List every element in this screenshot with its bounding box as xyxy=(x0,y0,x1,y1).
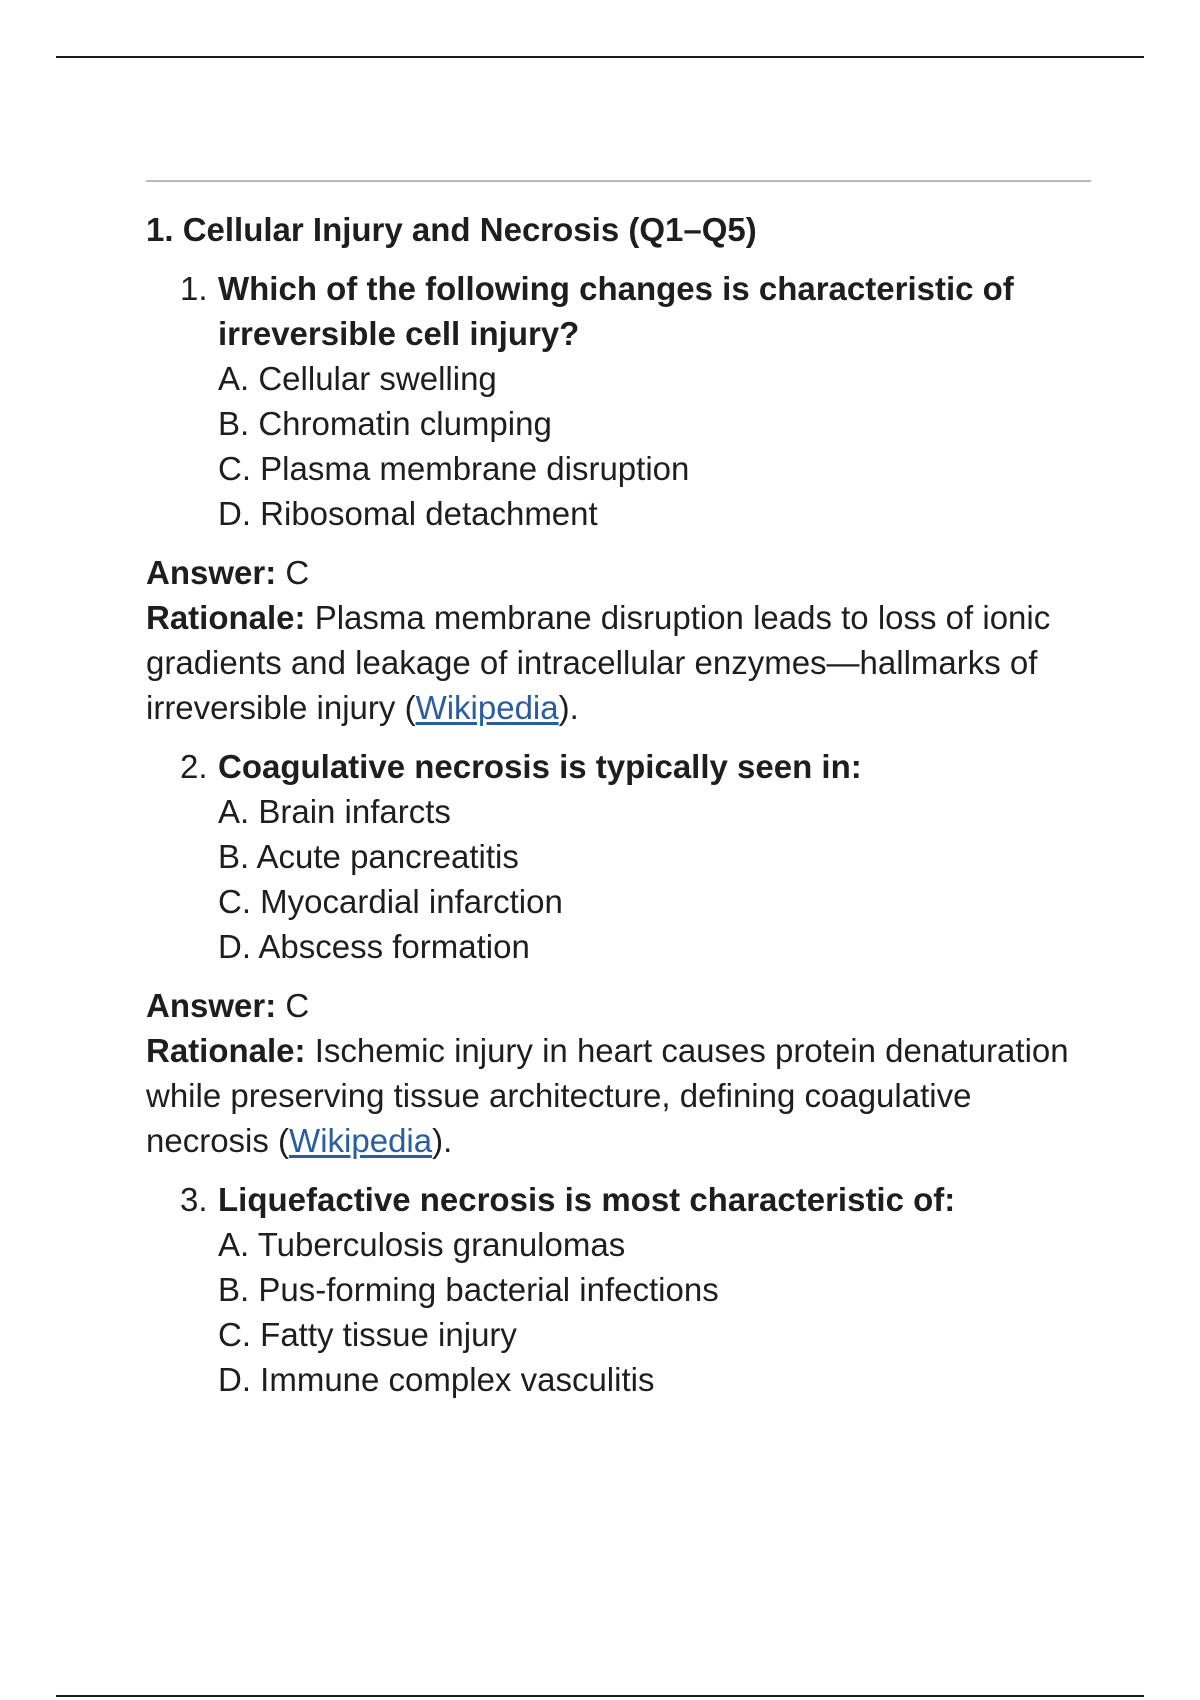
option-a: A. Tuberculosis granulomas xyxy=(218,1226,626,1263)
answer-block-2 xyxy=(146,983,1091,1163)
rationale-tail: ). xyxy=(432,1122,453,1159)
option-d: D. Ribosomal detachment xyxy=(218,495,598,532)
page-top-rule xyxy=(56,56,1144,58)
question-2 xyxy=(146,744,1091,969)
rationale-tail: ). xyxy=(558,689,579,726)
question-number: 2. xyxy=(180,748,208,785)
rationale-text: Plasma membrane disruption leads to loss of ionic gradients and leakage of intracellular enzymes—hallmarks of irreversible injury ( xyxy=(146,599,1051,726)
answer-label: Answer: xyxy=(146,987,277,1024)
rationale xyxy=(146,1028,1091,1163)
answer-block-1 xyxy=(146,550,1091,730)
question-number: 1. xyxy=(180,270,208,307)
option-b: B. Acute pancreatitis xyxy=(218,838,519,875)
option-b: B. Chromatin clumping xyxy=(218,405,552,442)
question-1 xyxy=(146,266,1091,536)
option-d: D. Immune complex vasculitis xyxy=(218,1361,655,1398)
rationale-label: Rationale: xyxy=(146,599,306,636)
answer-value: C xyxy=(285,987,310,1024)
option-c: C. Myocardial infarction xyxy=(218,883,563,920)
option-b: B. Pus-forming bacterial infections xyxy=(218,1271,719,1308)
option-d: D. Abscess formation xyxy=(218,928,530,965)
question-text: Which of the following changes is characteristic of irreversible cell injury? xyxy=(218,270,1014,352)
option-c: C. Fatty tissue injury xyxy=(218,1316,517,1353)
answer-line xyxy=(146,983,1091,1028)
answer-line xyxy=(146,550,1091,595)
document-content xyxy=(146,180,1091,1402)
rationale-label: Rationale: xyxy=(146,1032,306,1069)
question-text: Liquefactive necrosis is most characteristic of: xyxy=(218,1181,956,1218)
question-text: Coagulative necrosis is typically seen in: xyxy=(218,748,862,785)
wikipedia-link[interactable]: Wikipedia xyxy=(289,1122,433,1159)
section-divider xyxy=(146,180,1091,182)
answer-label: Answer: xyxy=(146,554,277,591)
answer-value: C xyxy=(285,554,310,591)
rationale xyxy=(146,595,1091,730)
page-bottom-rule xyxy=(56,1695,1144,1697)
option-a: A. Brain infarcts xyxy=(218,793,451,830)
option-c: C. Plasma membrane disruption xyxy=(218,450,690,487)
section-title: 1. Cellular Injury and Necrosis (Q1–Q5) xyxy=(146,211,757,248)
wikipedia-link[interactable]: Wikipedia xyxy=(415,689,559,726)
rationale-text: Ischemic injury in heart causes protein denaturation while preserving tissue architecture, defining coagulative necrosis ( xyxy=(146,1032,1069,1159)
question-number: 3. xyxy=(180,1181,208,1218)
question-3 xyxy=(146,1177,1091,1402)
option-a: A. Cellular swelling xyxy=(218,360,497,397)
